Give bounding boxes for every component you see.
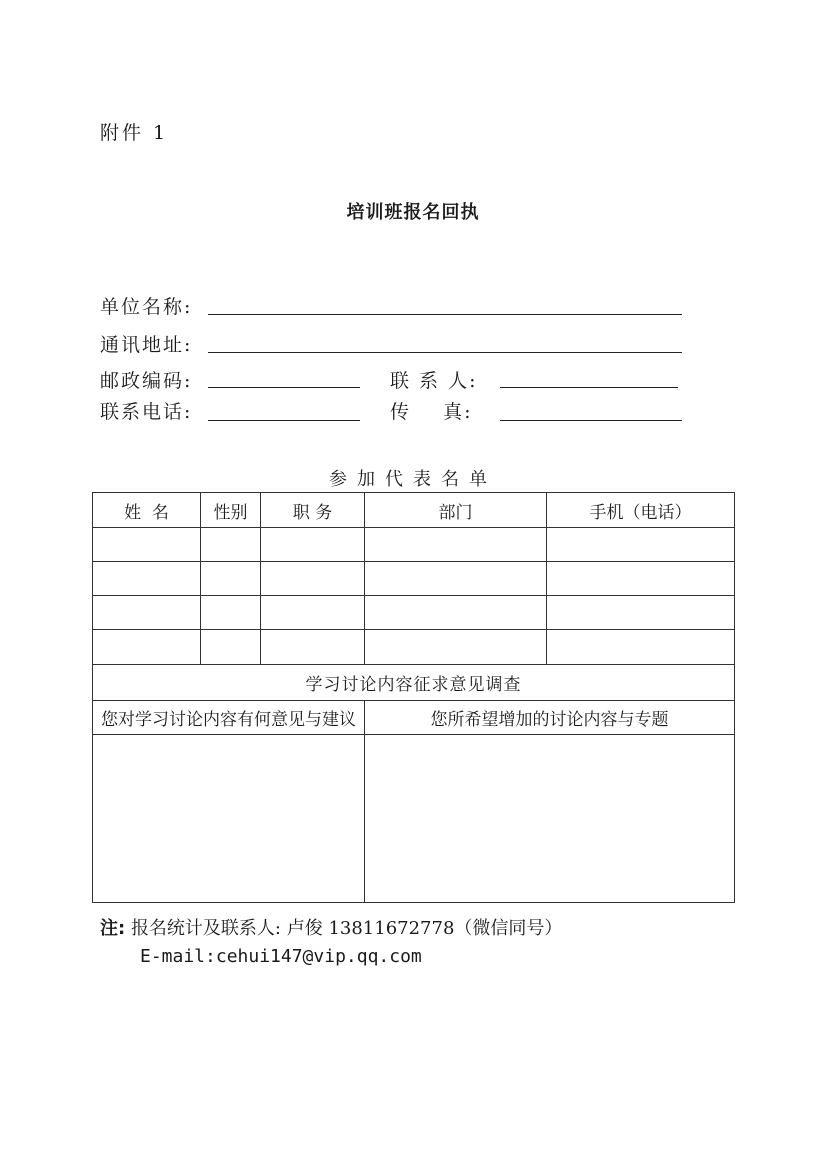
header-department: 部门 [365, 493, 547, 528]
postcode-row [100, 366, 700, 394]
header-name: 姓 名 [93, 493, 201, 528]
unit-name-field[interactable] [208, 314, 682, 315]
cell-department[interactable] [365, 630, 547, 665]
cell-gender[interactable] [201, 528, 261, 562]
cell-gender[interactable] [201, 596, 261, 630]
table-row [93, 630, 735, 665]
cell-position[interactable] [261, 596, 365, 630]
document-title: 培训班报名回执 [346, 202, 480, 223]
cell-name[interactable] [93, 562, 201, 596]
note-label: 注: [100, 918, 126, 939]
unit-name-row [100, 292, 700, 320]
contact-label: 联 系 人: [390, 370, 478, 392]
note-contact-text: 报名统计及联系人: 卢俊 13811672778（微信同号） [130, 918, 563, 939]
cell-position[interactable] [261, 528, 365, 562]
participant-list-title: 参加代表名单 [329, 469, 497, 490]
cell-phone[interactable] [547, 528, 735, 562]
survey-left-answer[interactable] [93, 735, 365, 903]
postcode-label: 邮政编码: [100, 370, 193, 392]
fax-label: 传 真: [390, 401, 473, 423]
table-row [93, 562, 735, 596]
note-email: E-mail:cehui147@vip.qq.com [140, 946, 422, 967]
survey-header-row [93, 701, 735, 735]
registration-table [92, 492, 735, 903]
attachment-label: 附件 1 [100, 122, 169, 144]
survey-body-row [93, 735, 735, 903]
unit-name-label: 单位名称: [100, 296, 193, 318]
cell-name[interactable] [93, 630, 201, 665]
postcode-field[interactable] [208, 387, 360, 388]
address-label: 通讯地址: [100, 334, 193, 356]
survey-title-row [93, 665, 735, 701]
cell-phone[interactable] [547, 630, 735, 665]
cell-position[interactable] [261, 630, 365, 665]
cell-department[interactable] [365, 562, 547, 596]
cell-position[interactable] [261, 562, 365, 596]
cell-department[interactable] [365, 596, 547, 630]
survey-right-header: 您所希望增加的讨论内容与专题 [365, 701, 735, 735]
header-position: 职 务 [261, 493, 365, 528]
table-row [93, 596, 735, 630]
contact-field[interactable] [500, 387, 678, 388]
phone-label: 联系电话: [100, 401, 193, 423]
survey-title: 学习讨论内容征求意见调查 [93, 665, 735, 701]
survey-right-answer[interactable] [365, 735, 735, 903]
address-row [100, 330, 700, 358]
survey-left-header: 您对学习讨论内容有何意见与建议 [93, 701, 365, 735]
note [100, 914, 562, 940]
table-header-row [93, 493, 735, 528]
cell-gender[interactable] [201, 630, 261, 665]
cell-phone[interactable] [547, 562, 735, 596]
header-gender: 性别 [201, 493, 261, 528]
table-row [93, 528, 735, 562]
cell-name[interactable] [93, 596, 201, 630]
header-phone: 手机（电话） [547, 493, 735, 528]
cell-phone[interactable] [547, 596, 735, 630]
cell-name[interactable] [93, 528, 201, 562]
phone-field[interactable] [208, 420, 360, 421]
cell-department[interactable] [365, 528, 547, 562]
cell-gender[interactable] [201, 562, 261, 596]
address-field[interactable] [208, 352, 682, 353]
fax-field[interactable] [500, 420, 682, 421]
